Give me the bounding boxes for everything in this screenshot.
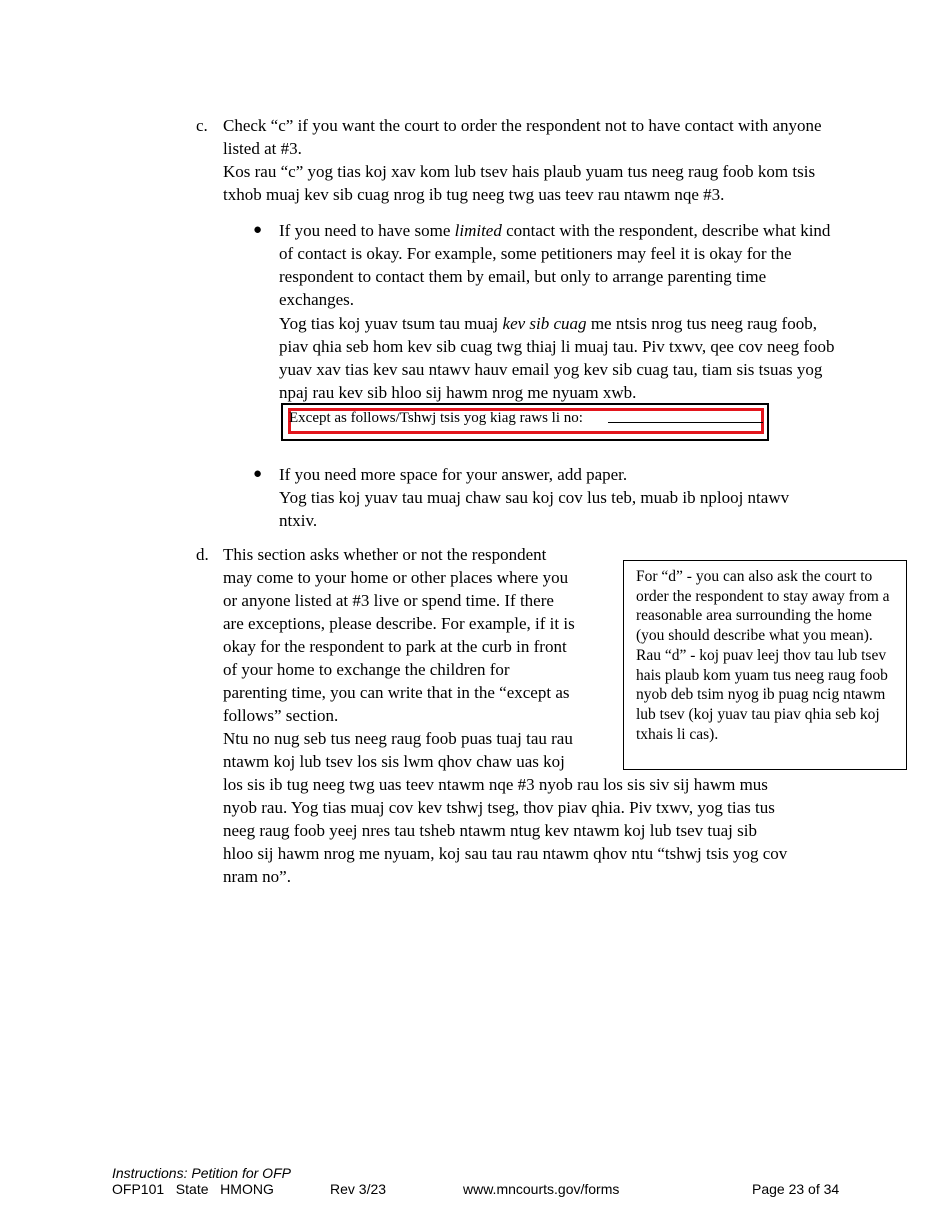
section-d-line: Ntu no nug seb tus neeg raug foob puas tuaj tau rau [223,729,573,748]
footer-page-number: Page 23 of 34 [752,1181,840,1197]
section-d-line: nram no”. [223,867,291,886]
section-d-line: los sis ib tug neeg twg uas teev ntawm nqe #3 nyob rau los sis siv sij hawm mus [223,775,768,794]
sidebar-note [623,560,907,770]
section-d-line: follows” section. [223,706,339,725]
footer-revision: Rev 3/23 [330,1181,387,1197]
footer-doc-title: Instructions: Petition for OFP [112,1165,291,1181]
section-c-text-en: Check “c” if you want the court to order the respondent not to have contact with anyone listed at #3. [223,116,822,158]
section-d-line: okay for the respondent to park at the curb in front [223,637,567,656]
section-d-line: hloo sij hawm nrog me nyuam, koj sau tau rau ntawm qhov ntu “tshwj tsis yog cov [223,844,788,863]
except-as-follows-field[interactable] [281,403,769,441]
section-c-text-hmong: Kos rau “c” yog tias koj xav kom lub tsev hais plaub yuam tus neeg raug foob kom tsis txhob muaj kev sib cuag nrog ib tug neeg twg uas teev rau ntawm nqe #3. [223,162,816,204]
except-as-follows-label: Except as follows/Tshwj tsis yog kiag raws li no: [289,410,583,426]
bullet2-text-en: If you need more space for your answer, add paper. [279,465,628,484]
sidebar-note-hmong: Rau “d” - koj puav leej thov tau lub tsev hais plaub kom yuam tus neeg raug foob nyob deb tsim nyog ib puag ncig ntawm lub tsev (koj yuav tau piav qhia seb koj txhais li cas). [636,646,888,743]
section-d-line: of your home to exchange the children for [223,660,510,679]
footer-website[interactable]: www.mncourts.gov/forms [463,1181,620,1197]
section-d-marker: d. [196,545,209,564]
section-d-line: nyob rau. Yog tias muaj cov kev tshwj tseg, thov piav qhia. Piv txwv, yog tias tus [223,798,775,817]
sidebar-note-en: For “d” - you can also ask the court to order the respondent to stay away from a reasonable area surrounding the home (you should describe what you mean). [636,568,890,645]
bullet-icon: ● [253,222,263,238]
bullet-icon: ● [253,466,263,482]
section-d-line: This section asks whether or not the respondent [223,545,547,564]
footer-form-code: OFP101 State HMONG [112,1181,274,1197]
section-d-line: parenting time, you can write that in the “except as [223,683,570,702]
section-d-line: neeg raug foob yeej nres tau tsheb ntawm ntug kev ntawm koj lub tsev tuaj sib [223,821,757,840]
bullet1-text-en: If you need to have some limited contact with the respondent, describe what kind of contact is okay. For example, some petitioners may feel it is okay for the respondent to contact them by email, but only to arrange parenting time exchanges. [279,221,831,309]
section-d-line: may come to your home or other places where you [223,568,569,587]
bullet2-text-hmong: Yog tias koj yuav tau muaj chaw sau koj cov lus teb, muab ib nplooj ntawv ntxiv. [279,488,790,530]
section-d-line: are exceptions, please describe. For example, if it is [223,614,575,633]
bullet1-text-hmong: Yog tias koj yuav tsum tau muaj kev sib cuag me ntsis nrog tus neeg raug foob, piav qhia seb hom kev sib cuag twg thiaj li muaj tau. Piv txwv, qee cov neeg foob yuav xav tias kev sau ntawv hauv email yog kev sib cuag tau, tiam sis tsuas yog npaj rau kev sib hloo sij hawm nrog me nyuam xwb. [279,314,835,402]
section-c-marker: c. [196,116,208,135]
section-d-line: or anyone listed at #3 live or spend time. If there [223,591,554,610]
fill-line [608,422,763,423]
section-d-line: ntawm koj lub tsev los sis lwm qhov chaw uas koj [223,752,565,771]
